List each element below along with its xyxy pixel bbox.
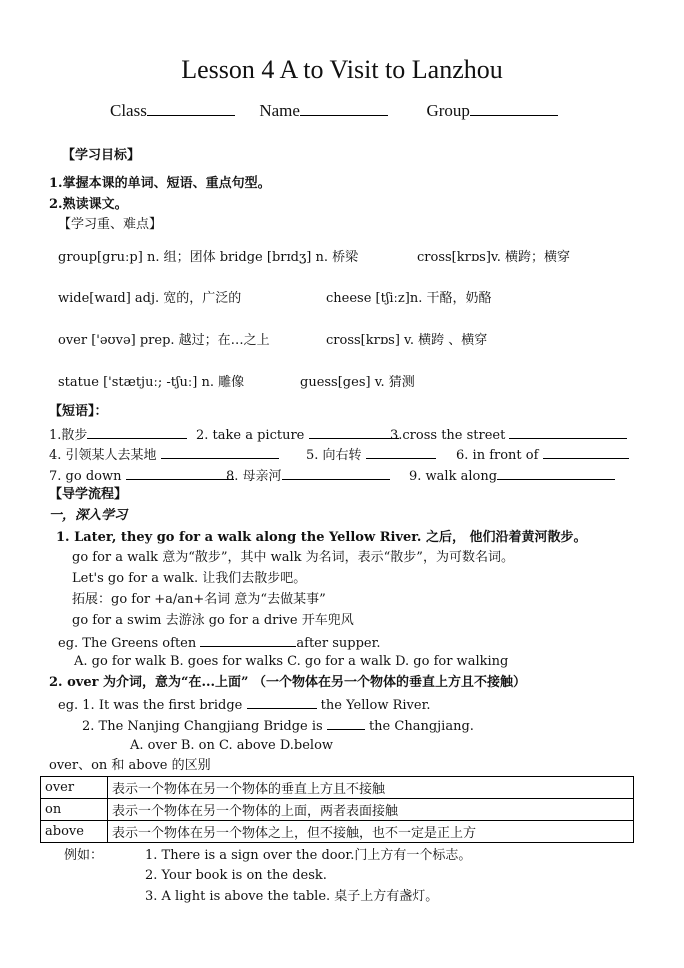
name-label: Name [259, 101, 300, 120]
item-1-example: eg. The Greens often after supper. [58, 636, 381, 651]
item-1-options: A. go for walk B. goes for walks C. go for a walk D. go for walking [74, 654, 509, 669]
example-3: 3. A light is above the table. 桌子上方有盏灯。 [145, 889, 439, 904]
phrase-4: 4. 引领某人去某地 [49, 446, 279, 464]
item-1-example-blank[interactable] [200, 634, 296, 647]
page-title: Lesson 4 A to Visit to Lanzhou [181, 55, 503, 84]
phrase-5-blank[interactable] [366, 446, 436, 459]
phrase-3: 3.cross the street [390, 426, 627, 444]
goal-1: 1.掌握本课的单词、短语、重点句型。 [49, 176, 271, 191]
vocab-row-3b: cross[krɒs] v. 横跨 、横穿 [326, 333, 488, 348]
section-phrases-heading: 【短语】： [49, 404, 108, 419]
table-cell-definition: 表示一个物体在另一个物体的垂直上方且不接触 [108, 777, 634, 799]
part-1-heading: 一，深入学习 [49, 508, 128, 523]
group-label: Group [426, 101, 470, 120]
vocab-row-2b: cheese [tʃiːz]n. 干酪，奶酪 [326, 291, 492, 306]
examples-label: 例如： [64, 848, 104, 863]
item-1-line-4: go for a swim 去游泳 go for a drive 开车兜风 [72, 613, 354, 628]
item-2-heading: 2. over 为介词，意为“在...上面” （一个物体在另一个物体的垂直上方且不接触） [49, 675, 527, 690]
vocab-row-2a: wide[waɪd] adj. 宽的，广泛的 [58, 291, 242, 306]
item-2-example-2: 2. The Nanjing Changjiang Bridge is the Changjiang. [82, 719, 474, 734]
phrase-9: 9. walk along [409, 467, 615, 485]
item-2-example-2-blank[interactable] [327, 717, 365, 730]
section-goals-heading: 【学习目标】 [62, 148, 141, 163]
item-1-line-1: go for a walk 意为“散步”，其中 walk 为名词，表示“散步”，为可数名词。 [72, 550, 514, 565]
item-2-example-1: eg. 1. It was the first bridge the Yellow River. [58, 698, 431, 713]
vocab-row-4b: guess[ges] v. 猜测 [300, 375, 415, 390]
table-cell-term: on [41, 799, 108, 821]
vocab-row-3a: over ['əʊvə] prep. 越过；在…之上 [58, 333, 270, 348]
phrase-1-blank[interactable] [87, 426, 187, 439]
phrase-3-blank[interactable] [509, 426, 627, 439]
item-2-options: A. over B. on C. above D.below [130, 738, 334, 753]
phrase-2-blank[interactable] [309, 426, 399, 439]
table-cell-definition: 表示一个物体在另一个物体之上，但不接触，也不一定是正上方 [108, 821, 634, 843]
phrase-2: 2. take a picture [196, 426, 399, 444]
item-1-line-3: 拓展：go for +a/an+名词 意为“去做某事” [72, 592, 326, 607]
phrase-8-blank[interactable] [282, 467, 390, 480]
phrase-4-blank[interactable] [161, 446, 279, 459]
section-flow-heading: 【导学流程】 [49, 487, 128, 502]
name-blank[interactable] [300, 101, 388, 116]
phrase-9-blank[interactable] [497, 467, 615, 480]
table-cell-term: above [41, 821, 108, 843]
vocab-row-1a: group[gruːp] n. 组；团体 bridge [brɪdʒ] n. 桥梁 [58, 250, 359, 265]
comparison-table [40, 776, 634, 843]
phrase-7-blank[interactable] [126, 467, 234, 480]
phrase-1: 1.散步 [49, 426, 187, 444]
item-1-line-2: Let's go for a walk. 让我们去散步吧。 [72, 571, 307, 586]
class-blank[interactable] [147, 101, 235, 116]
phrase-8: 8. 母亲河 [226, 467, 390, 485]
table-cell-definition: 表示一个物体在另一个物体的上面，两者表面接触 [108, 799, 634, 821]
item-2-example-1-blank[interactable] [247, 696, 317, 709]
table-row [41, 821, 634, 843]
vocab-row-4a: statue ['stætjuː; -tʃuː] n. 雕像 [58, 375, 245, 390]
group-blank[interactable] [470, 101, 558, 116]
table-row [41, 799, 634, 821]
table-row [41, 777, 634, 799]
example-1: 1. There is a sign over the door.门上方有一个标志。 [145, 848, 472, 863]
section-key-heading: 【学习重、难点】 [58, 217, 163, 232]
phrase-5: 5. 向右转 [306, 446, 436, 464]
class-label: Class [110, 101, 147, 120]
difference-heading: over、on 和 above 的区别 [49, 758, 211, 773]
vocab-row-1b: cross[krɒs]v. 横跨；横穿 [417, 250, 570, 265]
phrase-6-blank[interactable] [543, 446, 629, 459]
example-2: 2. Your book is on the desk. [145, 868, 327, 883]
phrase-6: 6. in front of [456, 446, 629, 464]
student-info-row [110, 101, 558, 121]
phrase-7: 7. go down [49, 467, 234, 485]
item-1-heading: 1. Later, they go for a walk along the Yellow River. 之后， 他们沿着黄河散步。 [56, 530, 587, 545]
goal-2: 2.熟读课文。 [49, 197, 128, 212]
table-cell-term: over [41, 777, 108, 799]
